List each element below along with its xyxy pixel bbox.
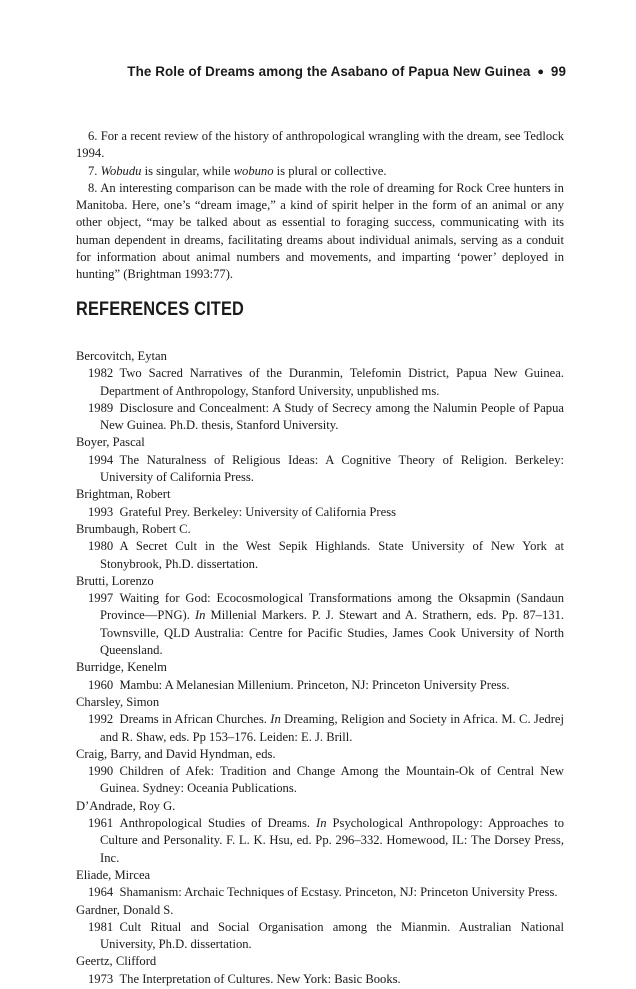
page-number: 99 (550, 64, 566, 79)
endnote-number: 8. (88, 180, 98, 195)
endnote-number: 7. (88, 163, 98, 178)
reference-year: 1990 (88, 764, 114, 779)
reference-year: 1964 (88, 885, 114, 900)
text-segment: Mambu: A Melanesian Millenium. Princeton, NJ: Princeton University Press. (119, 677, 510, 692)
reference-entry (76, 677, 564, 694)
reference-author: Brightman, Robert (76, 487, 171, 502)
reference-list (76, 348, 564, 988)
reference-entry (76, 919, 564, 954)
text-segment: Children of Afek: Tradition and Change Among the Mountain-Ok of Central New Guinea. Sydney: Oceania Publications. (100, 764, 564, 796)
reference-year: 1961 (88, 816, 114, 831)
endnote (76, 128, 564, 163)
reference-entry (76, 504, 564, 521)
reference-entry (76, 971, 564, 988)
reference-entry (76, 711, 564, 746)
reference-author: Gardner, Donald S. (76, 902, 174, 917)
italic-text: In (316, 816, 327, 831)
reference-author: Boyer, Pascal (76, 435, 145, 450)
reference-author: Burridge, Kenelm (76, 660, 167, 675)
text-segment: Anthropological Studies of Dreams. (119, 816, 317, 831)
reference-year: 1994 (88, 452, 114, 467)
text-segment: Psychological Anthropology: Approaches to Culture and Personality. F. L. K. Hsu, ed. Pp. 296–332. Homewood, IL: The Dorsey Press, Inc. (100, 816, 565, 865)
reference-entry (76, 365, 564, 400)
endnote (76, 163, 564, 180)
reference-author: Craig, Barry, and David Hyndman, eds. (76, 746, 276, 761)
reference-entry (76, 884, 564, 901)
reference-entry (76, 815, 564, 867)
italic-text: Wobudu (100, 163, 142, 178)
text-segment: Two Sacred Narratives of the Duranmin, Telefomin District, Papua New Guinea. Department of Anthropology, Stanford University, unpublished ms. (100, 366, 564, 398)
reference-author: Bercovitch, Eytan (76, 349, 167, 363)
endnote (76, 180, 564, 284)
running-head (0, 64, 566, 79)
running-head-title: The Role of Dreams among the Asabano of Papua New Guinea (127, 64, 531, 79)
reference-year: 1989 (88, 400, 114, 415)
reference-author: Brutti, Lorenzo (76, 573, 154, 588)
text-segment: Shamanism: Archaic Techniques of Ecstasy. Princeton, NJ: Princeton University Press. (119, 885, 558, 900)
text-segment: is singular, while (141, 163, 234, 178)
text-segment: Millenial Markers. P. J. Stewart and A. Strathern, eds. Pp. 87–131. Townsville, QLD Australia: Centre for Pacific Studies, James Cook University of North Queensland. (100, 608, 565, 658)
text-segment: is plural or collective. (273, 163, 387, 178)
reference-year: 1960 (88, 677, 114, 692)
text-segment: Dreams in African Churches. (119, 712, 271, 727)
text-segment: Grateful Prey. Berkeley: University of California Press (119, 504, 397, 519)
italic-text: wobuno (233, 163, 274, 178)
text-segment: An interesting comparison can be made with the role of dreaming for Rock Cree hunters in Manitoba. Here, one’s “dream image,” a kind of spirit helper in the form of an animal or any other object, “may be talked about as essential to foraging success, communicating with its human dependent in dreams, facilitating dreams about individual animals, serving as a conduit for information about animal numbers and movements, and imparting ‘power’ deployed in hunting” (Brightman 1993:77). (76, 180, 564, 282)
italic-text: In (194, 608, 206, 623)
text-segment: Waiting for God: Ecocosmological Transformations among the Oksapmin (Sandaun Province—PNG). (100, 591, 564, 623)
reference-entry (76, 538, 564, 573)
reference-entry (76, 590, 564, 659)
reference-year: 1980 (88, 539, 114, 554)
reference-entry (76, 452, 564, 487)
reference-author: D’Andrade, Roy G. (76, 798, 176, 813)
reference-author: Geertz, Clifford (76, 954, 157, 969)
reference-author: Brumbaugh, Robert C. (76, 521, 191, 536)
text-segment: Dreaming, Religion and Society in Africa. M. C. Jedrej and R. Shaw, eds. Pp 153–176. Leiden: E. J. Brill. (100, 712, 564, 744)
reference-entry (76, 763, 564, 798)
text-segment: The Interpretation of Cultures. New York: Basic Books. (119, 971, 401, 986)
reference-year: 1973 (88, 971, 114, 986)
reference-author: Eliade, Mircea (76, 867, 151, 882)
text-segment: For a recent review of the history of anthropological wrangling with the dream, see Tedlock 1994. (76, 129, 564, 161)
text-segment: Cult Ritual and Social Organisation among the Mianmin. Australian National University, Ph.D. dissertation. (100, 919, 564, 952)
reference-year: 1997 (88, 591, 114, 606)
reference-year: 1981 (88, 919, 114, 934)
endnote-number: 6. (88, 129, 98, 143)
reference-year: 1982 (88, 366, 114, 381)
bullet-icon: ● (537, 66, 545, 78)
italic-text: In (270, 712, 281, 727)
section-heading: REFERENCES CITED (76, 299, 244, 320)
text-segment: A Secret Cult in the West Sepik Highlands. State University of New York at Stonybrook, Ph.D. dissertation. (100, 539, 564, 571)
text-segment: Disclosure and Concealment: A Study of Secrecy among the Nalumin People of Papua New Guinea. Ph.D. thesis, Stanford University. (100, 400, 564, 433)
reference-author: Charsley, Simon (76, 694, 160, 709)
reference-entry (76, 400, 564, 435)
reference-year: 1993 (88, 504, 114, 519)
text-segment: The Naturalness of Religious Ideas: A Cognitive Theory of Religion. Berkeley: University of California Press. (100, 452, 564, 485)
reference-year: 1992 (88, 712, 114, 727)
endnotes (76, 128, 564, 284)
